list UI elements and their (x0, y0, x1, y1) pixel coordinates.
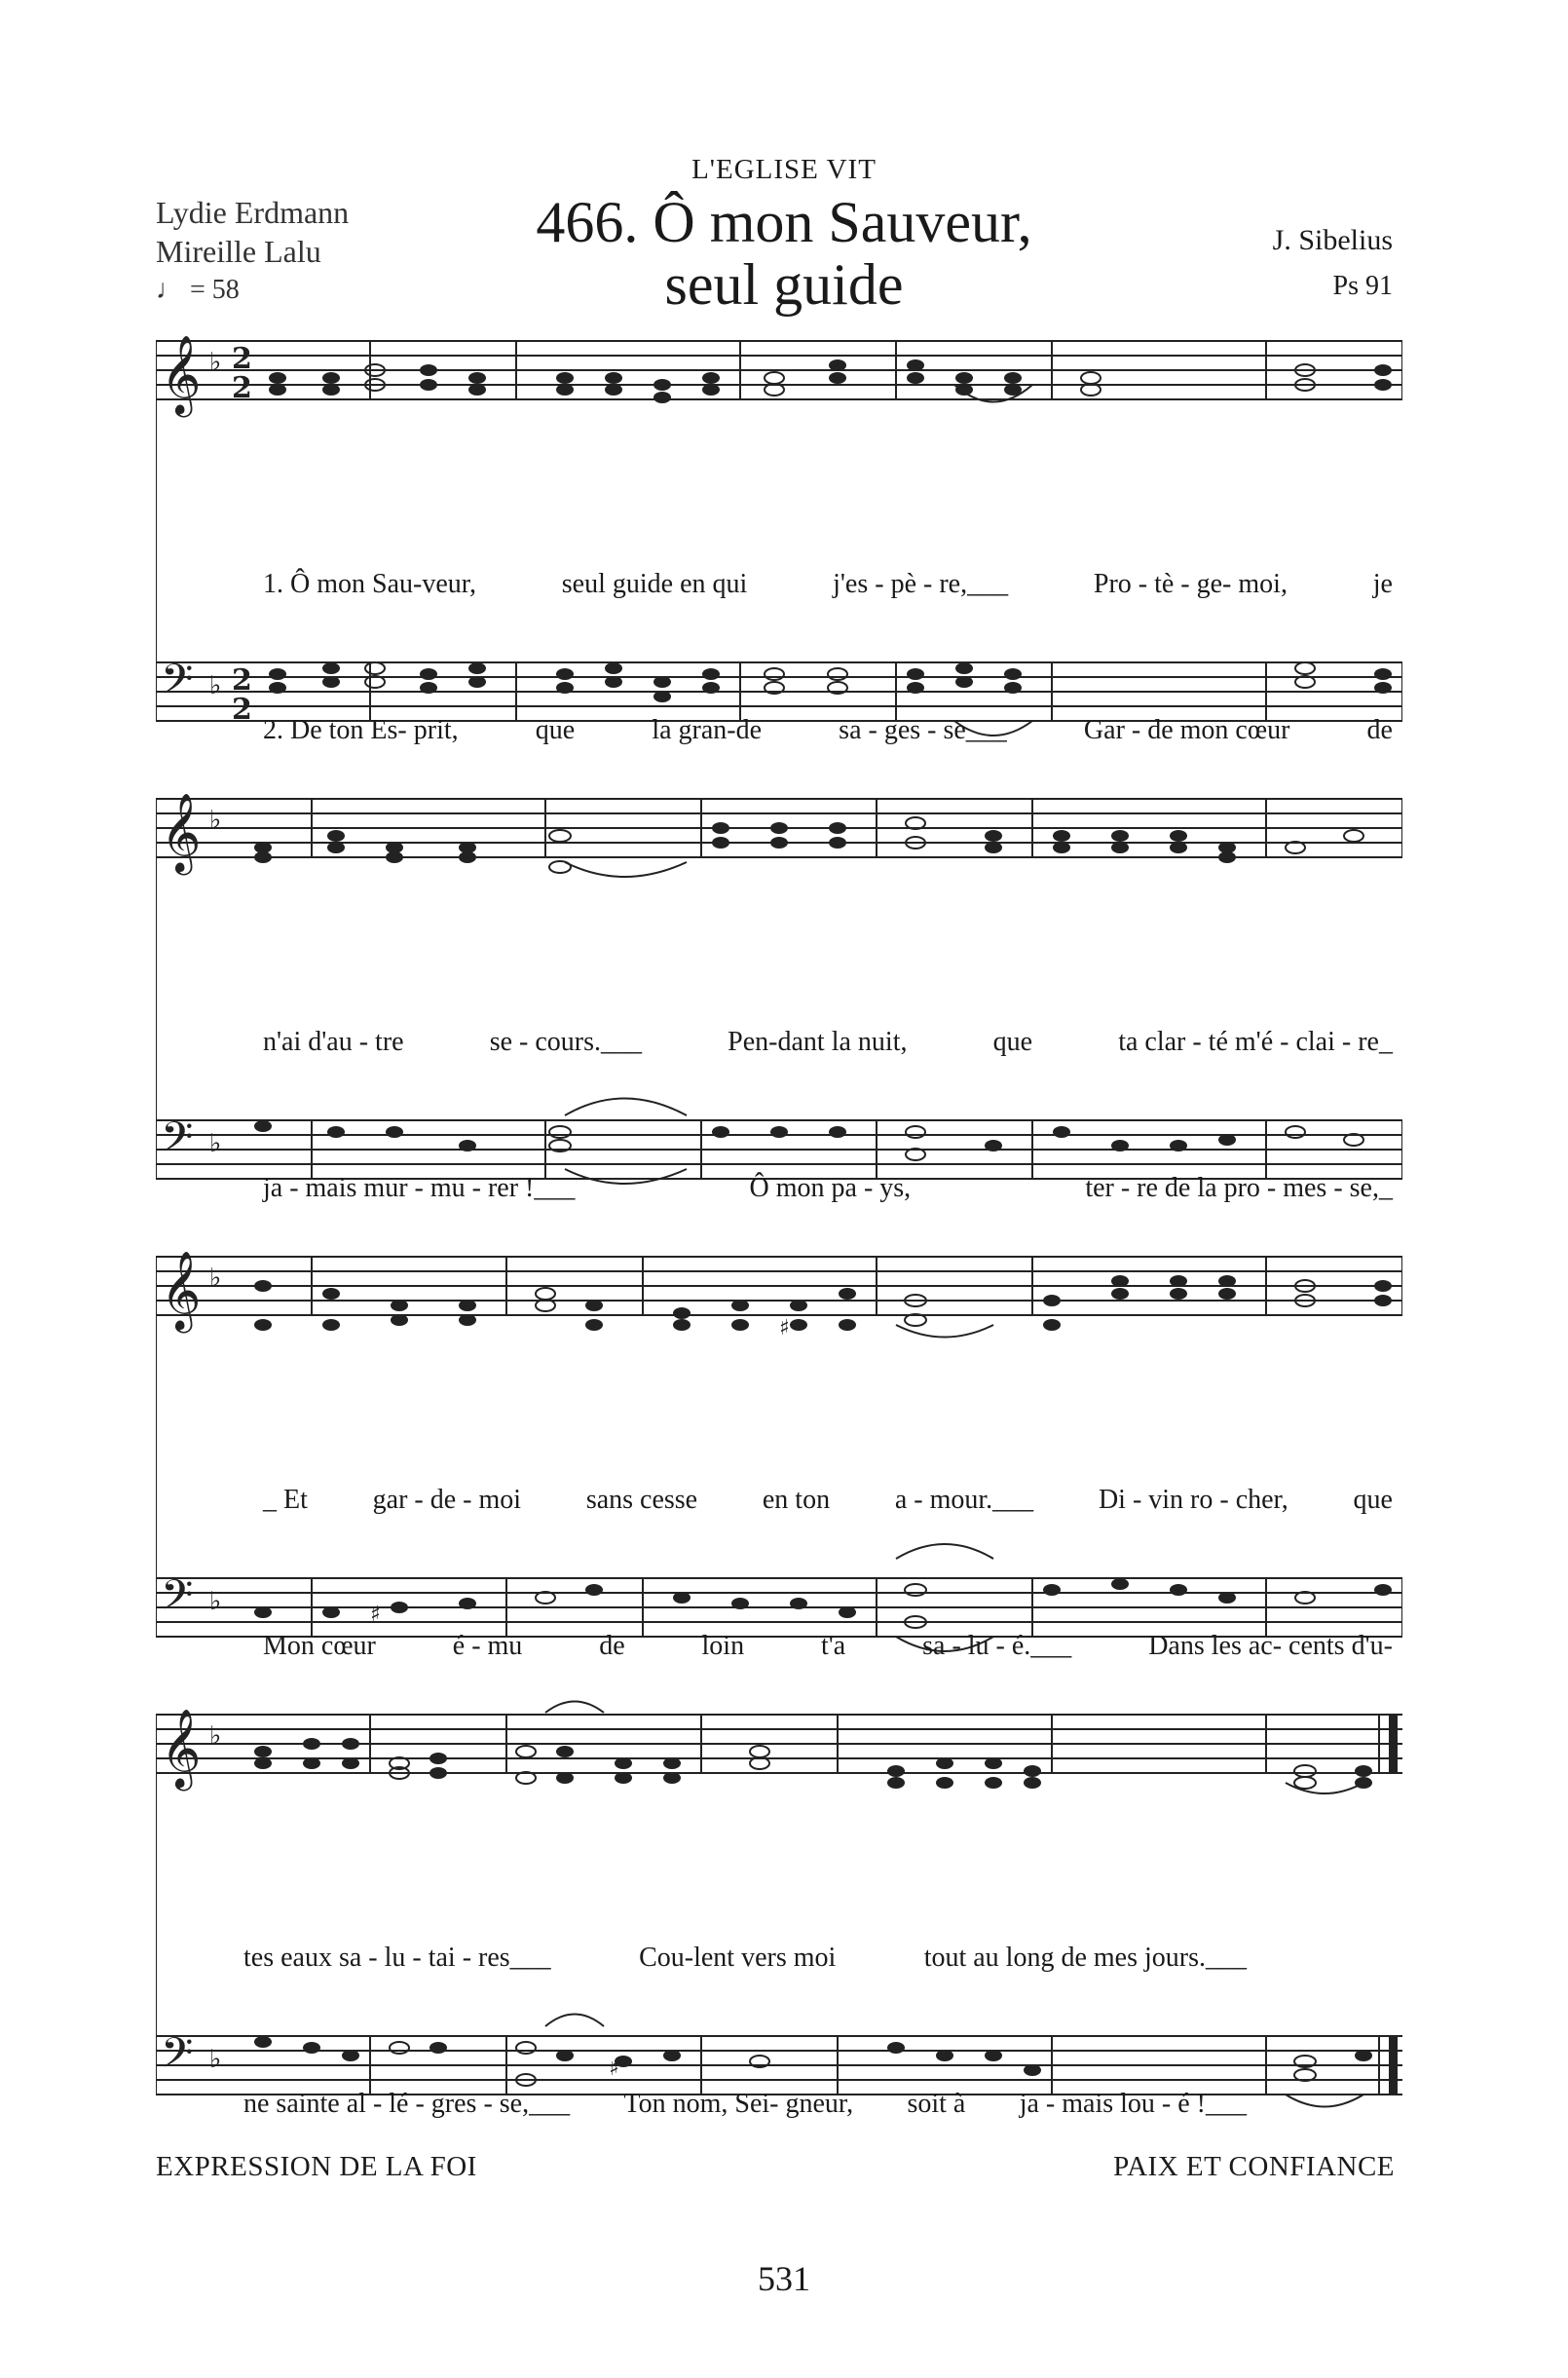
lyric-fragment: Pen-dant la nuit, (728, 1027, 908, 1057)
lyric-fragment: t'a (820, 1631, 846, 1661)
lyric-fragment: 1. Ô mon Sau-veur, (263, 569, 476, 599)
hymn-title-line1: 466. Ô mon Sauveur, (536, 190, 1032, 254)
lyric-fragment: Cou-lent vers moi (639, 1943, 837, 1973)
lyric-fragment: ta clar - té m'é - clai - re_ (1118, 1027, 1393, 1057)
flat-icon: ♭ (209, 348, 222, 377)
bass-clef-icon: 𝄢 (161, 656, 194, 714)
treble-clef-icon: 𝄞 (161, 1250, 202, 1330)
footer-category-right: PAIX ET CONFIANCE (1113, 2151, 1395, 2182)
time-signature: 2 (232, 342, 252, 376)
lyric-fragment: de (1366, 715, 1393, 745)
treble-clef-icon: 𝄞 (161, 1708, 202, 1788)
lyric-fragment: n'ai d'au - tre (263, 1027, 404, 1057)
hymn-title-line2: seul guide (664, 252, 904, 317)
flat-icon: ♭ (209, 806, 222, 835)
lyric-fragment: j'es - pè - re,___ (833, 569, 1009, 599)
lyric-fragment: Pro - tè - ge- moi, (1093, 569, 1288, 599)
lyric-fragment: sa - ges - se___ (839, 715, 1007, 745)
footer-category-left: EXPRESSION DE LA FOI (156, 2151, 477, 2182)
lyric-fragment: soit à (907, 2089, 966, 2119)
flat-icon: ♭ (209, 671, 222, 700)
treble-notes (269, 359, 1392, 403)
lyric-fragment: é - mu (452, 1631, 523, 1661)
music-system-4 (156, 1685, 1402, 2119)
lyric-fragment: en ton (762, 1485, 831, 1515)
page-number: 531 (758, 2259, 810, 2298)
system-1-verse-1 (263, 560, 1393, 609)
music-system-2 (156, 770, 1402, 1203)
lyricist-2: Mireille Lalu (156, 234, 321, 269)
system-2-verse-1 (263, 1018, 1393, 1067)
lyric-fragment: la gran-de (652, 715, 763, 745)
lyric-fragment: gar - de - moi (372, 1485, 522, 1515)
sharp-icon: ♯ (779, 1316, 790, 1340)
lyric-fragment: tes eaux sa - lu - tai - res___ (243, 1943, 551, 1973)
lyric-fragment: ja - mais lou - é !___ (1019, 2089, 1247, 2119)
system-1-verse-2 (263, 706, 1393, 755)
lyric-fragment: ter - re de la pro - mes - se,_ (1085, 1173, 1393, 1203)
system-4-verse-1 (243, 1934, 1247, 1982)
final-barline (1389, 1715, 1398, 1773)
lyric-fragment: sa - lu - é.___ (922, 1631, 1072, 1661)
lyric-fragment: Gar - de mon cœur (1083, 715, 1290, 745)
lyric-fragment: Di - vin ro - cher, (1098, 1485, 1288, 1515)
system-3-verse-2 (263, 1622, 1393, 1671)
lyric-fragment: ja - mais mur - mu - rer !___ (263, 1173, 576, 1203)
flat-icon: ♭ (209, 1264, 222, 1293)
lyric-fragment: 2. De ton Es- prit, (263, 715, 459, 745)
lyric-fragment: que (1353, 1485, 1393, 1515)
lyric-fragment: a - mour.___ (894, 1485, 1034, 1515)
bass-clef-icon: 𝄢 (161, 2029, 194, 2088)
lyric-fragment: de (599, 1631, 625, 1661)
treble-clef-icon: 𝄞 (161, 334, 202, 414)
music-system-3 (156, 1227, 1402, 1661)
lyric-fragment: tout au long de mes jours.___ (923, 1943, 1247, 1973)
composer-credit: J. Sibelius (1272, 224, 1393, 256)
section-label: L'EGLISE VIT (691, 154, 877, 185)
bass-clef-icon: 𝄢 (161, 1114, 194, 1172)
lyric-fragment: _ Et (263, 1485, 308, 1515)
psalm-reference: Ps 91 (1332, 271, 1393, 301)
lyric-fragment: Ô mon pa - ys, (749, 1173, 912, 1203)
treble-staff-lines (156, 341, 1402, 399)
sharp-icon: ♯ (609, 2057, 619, 2081)
lyric-fragment: Mon cœur (263, 1631, 376, 1661)
flat-icon: ♭ (209, 1587, 222, 1616)
flat-icon: ♭ (209, 1721, 222, 1751)
flat-icon: ♭ (209, 1129, 222, 1158)
time-signature: 2 (232, 663, 252, 698)
time-signature: 2 (232, 371, 252, 405)
system-2-verse-2 (263, 1164, 1393, 1213)
lyric-fragment: sans cesse (585, 1485, 698, 1515)
lyric-fragment: Dans les ac- cents d'u- (1148, 1631, 1393, 1661)
lyric-fragment: loin (701, 1631, 745, 1661)
lyric-fragment: Ton nom, Sei- gneur, (623, 2089, 854, 2119)
lyric-fragment: que (992, 1027, 1033, 1057)
system-4-verse-2 (243, 2080, 1247, 2129)
music-system-1 (156, 312, 1402, 745)
lyric-fragment: ne sainte al - lé - gres - se,___ (243, 2089, 571, 2119)
lyricist-1: Lydie Erdmann (156, 195, 350, 230)
tempo-marking: ♩ = 58 (156, 275, 240, 305)
lyric-fragment: je (1372, 569, 1393, 599)
lyric-fragment: se - cours.___ (489, 1027, 643, 1057)
lyric-fragment: seul guide en qui (561, 569, 748, 599)
sharp-icon: ♯ (370, 1603, 381, 1627)
lyric-fragment: que (535, 715, 576, 745)
flat-icon: ♭ (209, 2045, 222, 2074)
time-signature: 2 (232, 693, 252, 727)
final-barline (1389, 2036, 1398, 2095)
system-3-verse-1 (263, 1476, 1393, 1525)
bass-clef-icon: 𝄢 (161, 1571, 194, 1630)
treble-clef-icon: 𝄞 (161, 792, 202, 872)
